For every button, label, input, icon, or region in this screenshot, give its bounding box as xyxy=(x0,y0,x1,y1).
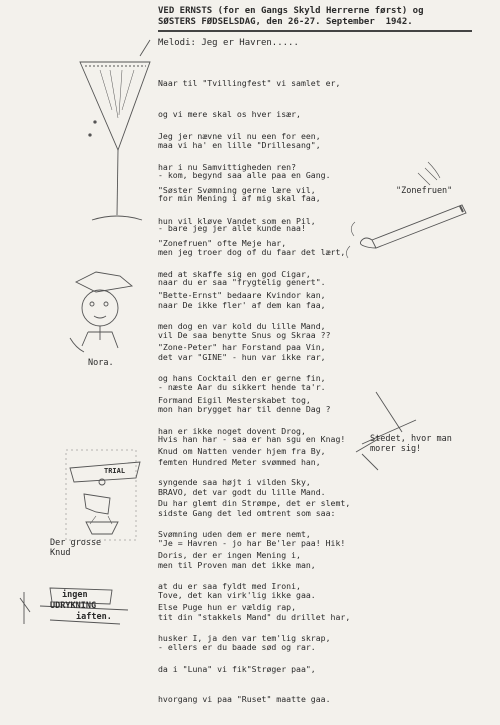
cigar-drawing xyxy=(346,162,466,258)
verse-line: syngende saa højt i vilden Sky, xyxy=(158,477,311,488)
verse-line: Svømning uden dem er mere nemt, xyxy=(158,529,311,540)
verse-line: det var "GINE" - hun var ikke rar, xyxy=(158,351,326,362)
verse-line: femten Hundred Meter svømmed han, xyxy=(158,456,321,467)
verse-line: Else Puge hun er vældig rap, xyxy=(158,602,297,613)
stedet-note xyxy=(370,434,452,454)
verse-line: og vi mere skal os hver især, xyxy=(158,109,301,120)
stanza-11 xyxy=(158,582,331,725)
nora-face-drawing xyxy=(70,272,132,352)
knud-note-line: Der grosse xyxy=(50,538,102,548)
verse-line: naar du er saa "frygtelig genert". xyxy=(158,277,326,288)
stedet-note-line: morer sig! xyxy=(370,444,422,454)
verse-line: Knud om Natten vender hjem fra By, xyxy=(158,446,326,457)
verse-line: tit din "stakkels Mand" du drillet har, xyxy=(158,611,351,622)
verse-line: husker I, ja den var tem'lig skrap, xyxy=(158,633,331,644)
verse-line: "Zone-Peter" har Forstand paa Vin, xyxy=(158,342,326,353)
verse-line: Tove, det kan virk'lig ikke gaa. xyxy=(158,590,316,601)
verse-line: da i "Luna" vi fik"Strøger paa", xyxy=(158,663,316,674)
verse-line: "Je = Havren - jo har Be'ler paa! Hik! xyxy=(158,538,346,549)
verse-line: "Bette-Ernst" bedaare Kvindor kan, xyxy=(158,290,326,301)
verse-line: mon han brygget har til denne Dag ? xyxy=(158,403,331,414)
verse-line: for min Mening i af mig skal faa, xyxy=(158,192,321,203)
verse-line: Jeg jer nævne vil nu een for een, xyxy=(158,131,321,142)
verse-line: Doris, der er ingen Mening i, xyxy=(158,550,301,561)
ingen-note-line: iaften. xyxy=(76,612,112,622)
verse-line: Naar til "Tvillingfest" vi samlet er, xyxy=(158,78,341,89)
verse-line: hvorgang vi paa "Ruset" maatte gaa. xyxy=(158,694,331,705)
ingen-udrykning-note xyxy=(50,590,112,623)
verse-line: "Søster Svømning gerne lære vil, xyxy=(158,185,316,196)
verse-line: - bare jeg jer alle kunde naa! xyxy=(158,223,306,234)
knud-figure-drawing xyxy=(66,450,140,540)
zonefruen-note: "Zonefruen" xyxy=(396,186,453,196)
stedet-arrow-drawing xyxy=(356,392,416,470)
verse-line: og hans Cocktail den er gerne fin, xyxy=(158,373,326,384)
verse-line: men til Proven man det ikke man, xyxy=(158,559,316,570)
verse-line: med at skaffe sig en god Cigar, xyxy=(158,269,311,280)
verse-line: vil De saa benytte Snus og Skraa ?? xyxy=(158,330,331,341)
verse-line: naar De ikke fler' af dem kan faa, xyxy=(158,299,326,310)
verse-line: - ellers er du baade sød og rar. xyxy=(158,642,316,653)
verse-line: Du har glemt din Strømpe, det er slemt, xyxy=(158,498,351,509)
header-rule xyxy=(158,30,472,32)
verse-line: maa vi ha' en lille "Drillesang", xyxy=(158,139,321,150)
knud-note xyxy=(50,538,101,558)
nora-note: Nora. xyxy=(88,358,114,368)
verse-line: Formand Eigil Mesterskabet tog, xyxy=(158,395,311,406)
header-line-1: VED ERNSTS (for en Gangs Skyld Herrerne først) og xyxy=(158,6,424,16)
stedet-note-line: Stedet, hvor man xyxy=(370,434,452,444)
knud-note-line: Knud xyxy=(50,548,71,558)
verse-line: "Zonefruen" ofte Meje har, xyxy=(158,238,287,249)
verse-line: - næste Aar du sikkert hende ta'r. xyxy=(158,382,326,393)
verse-line: sidste Gang det led omtrent som saa: xyxy=(158,507,336,518)
verse-line: at du er saa fyldt med Ironi, xyxy=(158,581,301,592)
header-line-2: SØSTERS FØDSELSDAG, den 26-27. September 1942. xyxy=(158,17,413,27)
ingen-note-line: UDRYKNING xyxy=(50,601,97,611)
trial-stamp: TRIAL xyxy=(104,467,126,475)
verse-line: BRAVO, det var godt du lille Mand. xyxy=(158,487,326,498)
verse-line: har i nu Samvittigheden ren? xyxy=(158,162,297,173)
melody-line: Melodi: Jeg er Havren..... xyxy=(158,38,299,48)
verse-line: - kom, begynd saa alle paa en Gang. xyxy=(158,170,331,181)
verse-line: hun vil kløve Vandet som en Pil, xyxy=(158,216,316,227)
verse-line: han er ikke noget dovent Drog, xyxy=(158,426,306,437)
verse-line: Hvis han har - saa er han sgu en Knag! xyxy=(158,434,346,445)
document-header xyxy=(158,6,494,28)
ingen-note-line: ingen xyxy=(62,590,88,600)
verse-line: men dog en var kold du lille Mand, xyxy=(158,321,326,332)
verse-line: men jeg troer dog of du faar det lært, xyxy=(158,246,346,257)
cocktail-glass-drawing xyxy=(80,40,150,220)
